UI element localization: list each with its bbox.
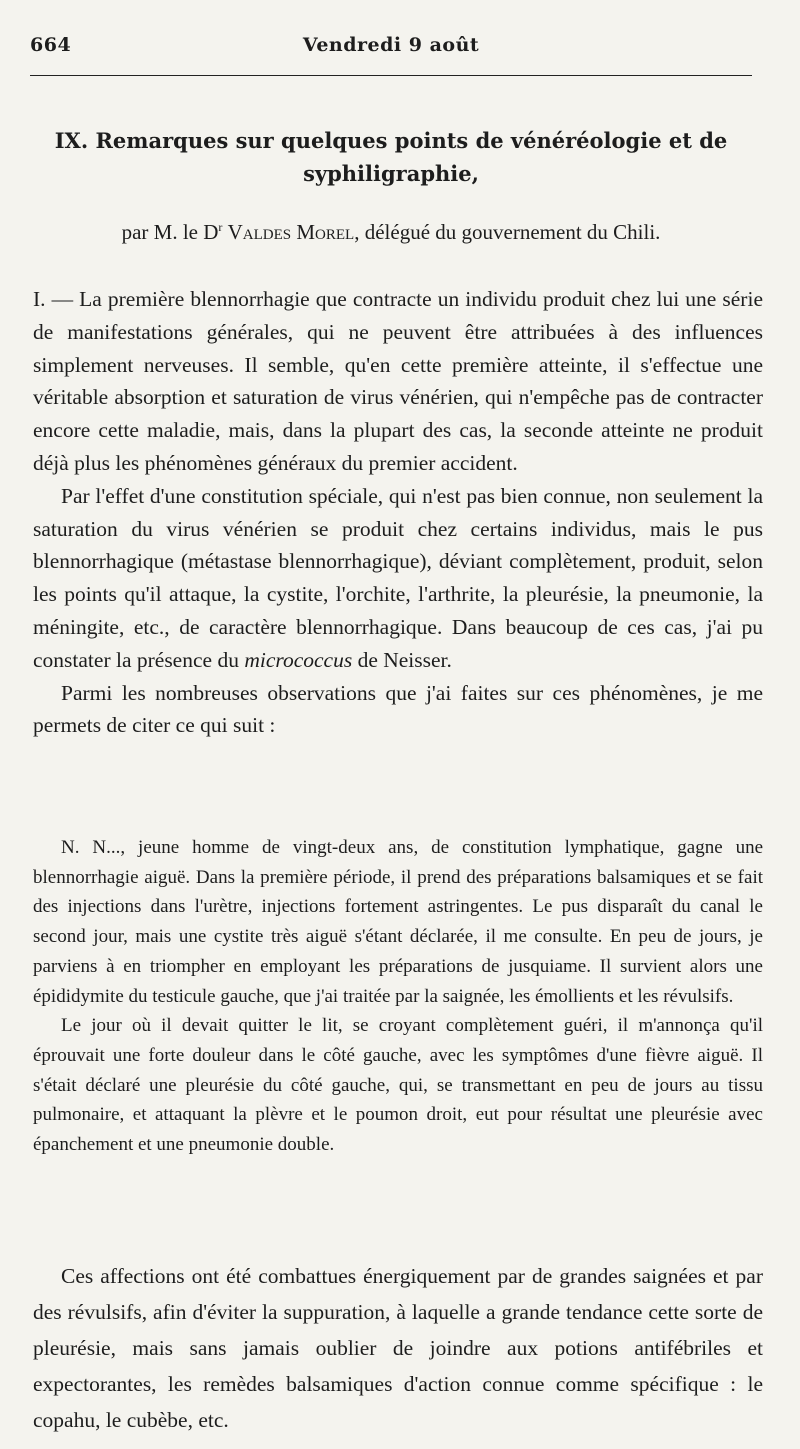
paragraph-3: Parmi les nombreuses observations que j'ai faites sur ces phénomènes, je me permets de citer ce qui suit : (33, 680, 763, 738)
author-name: Valdes Morel (227, 220, 355, 244)
paragraph-2-italic: micrococcus (244, 647, 353, 672)
byline-prefix-sup: r (218, 220, 223, 234)
page-header (30, 34, 752, 62)
paragraph-1: I. — La première blennorrhagie que contracte un individu produit chez lui une série de manifestations générales, qui ne peuvent être attribuées à des influences simplement nerveuses. Il semble, qu'en cette première atteinte, il s'effectue une véritable absorption et saturation de virus vénérien, qui n'empêche pas de contracter encore cette maladie, mais, dans la plupart des cas, la seconde atteinte ne produit déjà plus les phénomènes généraux du premier accident. (33, 287, 763, 475)
paragraph-2-start: Par l'effet d'une constitution spéciale, qui n'est pas bien connue, non seulement la saturation du virus vénérien se produit chez certains individus, mais le pus blennorrhagique (métastase blennorrhagique), déviant complètement, produit, selon les points qu'il attaque, la cystite, l'orchite, l'arthrite, la pleurésie, la pneumonie, la méningite, etc., de caractère blennorrhagique. Dans beaucoup de ces cas, j'ai pu constater la présence du (33, 483, 763, 672)
running-head: Vendredi 9 août (302, 34, 480, 56)
section-title: IX. Remarques sur quelques points de vénéréologie et de syphiligraphie, (54, 128, 728, 186)
paragraph-2 (33, 480, 763, 677)
page-number: 664 (30, 34, 72, 56)
case-paragraph-1: N. N..., jeune homme de vingt-deux ans, de constitution lymphatique, gagne une blennorrhagie aiguë. Dans la première période, il prend des préparations balsamiques et se fait des injections dans l'urètre, injections fortement astringentes. Le pus disparaît du canal le second jour, mais une cystite très aiguë s'étant déclarée, il me consulte. En peu de jours, je parviens à en triompher en employant les préparations de jusquiame. Il survient alors une épididymite du testicule gauche, que j'ai traitée par la saignée, les émollients et les révulsifs. (33, 837, 763, 1007)
byline-prefix: par M. le D (121, 220, 219, 244)
author-affiliation: , délégué du gouvernement du Chili. (354, 220, 661, 244)
main-text (33, 283, 763, 742)
byline (30, 212, 752, 247)
case-report (33, 833, 763, 1160)
closing-text (33, 1258, 763, 1438)
case-paragraph-2: Le jour où il devait quitter le lit, se croyant complètement guéri, il m'annonça qu'il éprouvait une forte douleur dans le côté gauche, avec les symptômes d'une fièvre aiguë. Il s'était déclaré une pleurésie du côté gauche, qui, se transmettant en peu de jours au tissu pulmonaire, et attaquant la plèvre et le poumon droit, eut pour résultat une pleurésie avec épanchement et une pneumonie double. (33, 1015, 763, 1156)
paragraph-2-end: de Neisser. (352, 647, 452, 672)
closing-paragraph: Ces affections ont été combattues énergiquement par de grandes saignées et par des révulsifs, afin d'éviter la suppuration, à laquelle a grande tendance cette sorte de pleurésie, mais sans jamais oublier de joindre aux potions antifébriles et expectorantes, les remèdes balsamiques d'action connue comme spécifique : le copahu, le cubèbe, etc. (33, 1264, 763, 1432)
header-rule (30, 75, 752, 77)
